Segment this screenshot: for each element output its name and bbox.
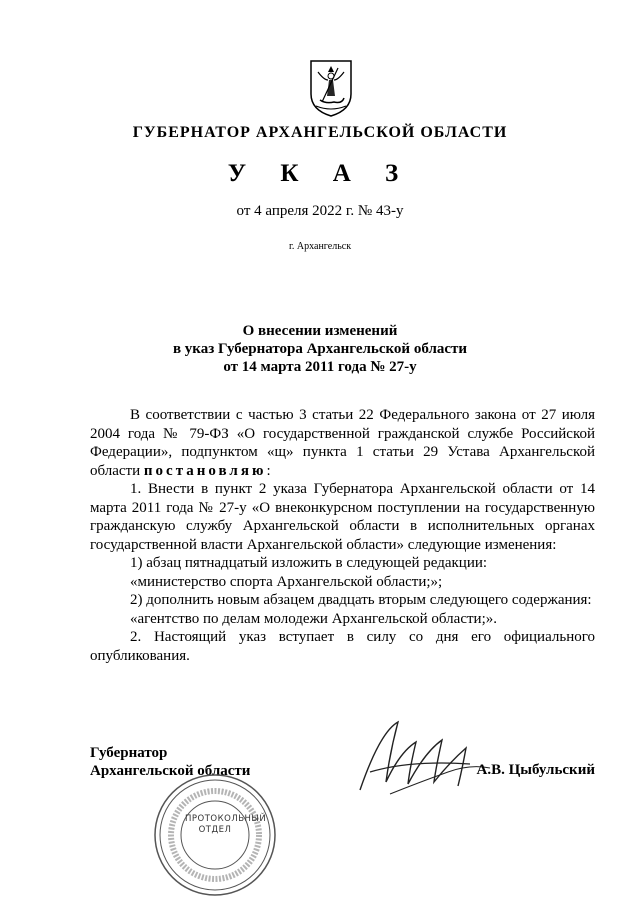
signer-position-line-2: Архангельской области bbox=[90, 763, 251, 779]
document-place: г. Архангельск bbox=[288, 241, 352, 252]
title-line-2: в указ Губернатора Архангельской области bbox=[172, 341, 468, 357]
point-2-paragraph: 2. Настоящий указ вступает в силу со дня его официального опубликования. bbox=[90, 629, 595, 664]
preamble-text: В соответствии с частью 3 статьи 22 Федерального закона от 27 июля 2004 года № 79-ФЗ «О государственной гражданской службе Российской Федерации», подпунктом «щ» пункта 1 статьи 29 Устава Архангельской области bbox=[90, 407, 595, 479]
decree-word: постановляю bbox=[143, 462, 267, 479]
stamp-label bbox=[185, 814, 267, 836]
title-line-3: от 14 марта 2011 года № 27-у bbox=[223, 359, 417, 375]
subpoint-1-text: «министерство спорта Архангельской области;»; bbox=[130, 573, 443, 590]
decree-colon: : bbox=[266, 462, 271, 479]
title-line-1: О внесении изменений bbox=[242, 323, 398, 339]
signer-position-line-1: Губернатор bbox=[90, 745, 168, 761]
handwritten-signature bbox=[350, 712, 500, 802]
stamp-line-1: ПРОТОКОЛЬНЫЙ bbox=[185, 814, 267, 824]
coat-of-arms-icon bbox=[308, 58, 354, 118]
subpoint-1-paragraph: 1) абзац пятнадцатый изложить в следующей редакции: bbox=[130, 555, 488, 571]
signer-name: А.В. Цыбульский bbox=[476, 762, 595, 778]
document-title bbox=[0, 322, 640, 376]
preamble-paragraph bbox=[90, 406, 595, 480]
point-1-paragraph: 1. Внести в пункт 2 указа Губернатора Архангельской области от 14 марта 2011 года № 27-у «О внеконкурсном поступлении на государственную гражданскую службу Архангельской области в исполнительных органах государственной власти Архангельской области» следующие изменения: bbox=[90, 481, 595, 553]
document-body bbox=[90, 406, 595, 665]
document-date-number: от 4 апреля 2022 г. № 43-у bbox=[236, 203, 404, 219]
subpoint-2-paragraph: 2) дополнить новым абзацем двадцать вторым следующего содержания: bbox=[130, 592, 592, 608]
stamp-line-2: ОТДЕЛ bbox=[198, 825, 232, 835]
subpoint-2-text: «агентство по делам молодежи Архангельской области;». bbox=[130, 610, 497, 627]
document-type: У К А З bbox=[227, 160, 413, 187]
issuer-header: ГУБЕРНАТОР АРХАНГЕЛЬСКОЙ ОБЛАСТИ bbox=[132, 124, 508, 141]
